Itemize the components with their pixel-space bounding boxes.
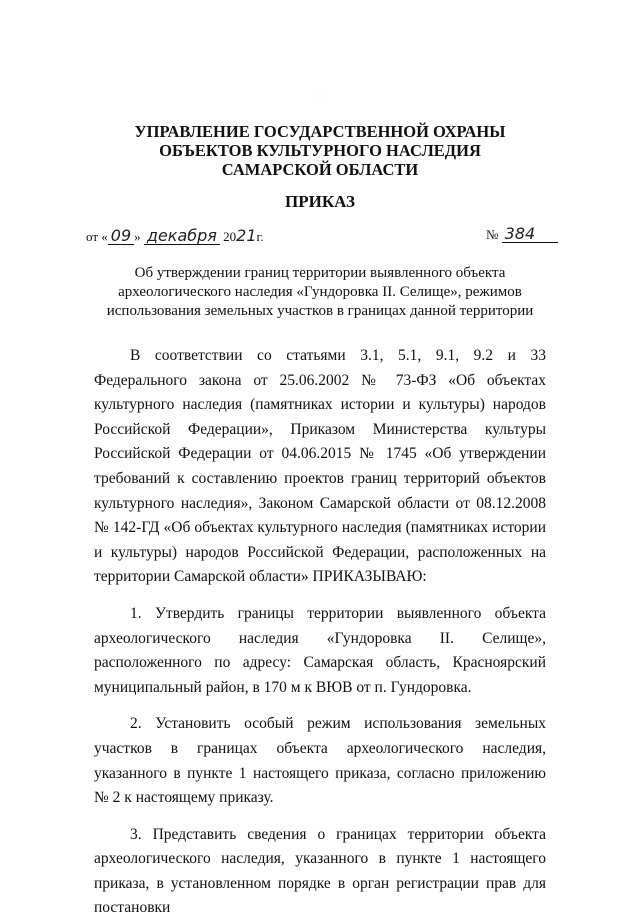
clause-2-paragraph: 2. Установить особый режим использования земельных участков в границах объекта археологического наследия, указанного в пункте 1 настоящего приказа, согласно приложению № 2 к настоящему приказу. — [94, 715, 546, 807]
subject-line-3: использования земельных участков в границах данной территории — [106, 303, 534, 319]
number-value: 384 — [502, 226, 558, 243]
top-scan-mark: · · — [316, 92, 327, 101]
date-mid: » — [134, 229, 141, 244]
agency-header — [0, 122, 640, 179]
order-title: ПРИКАЗ — [285, 192, 355, 211]
number-prefix: № — [486, 227, 499, 242]
order-date — [86, 226, 264, 245]
date-suffix: г. — [256, 229, 264, 244]
clause-3-paragraph: 3. Представить сведения о границах территории объекта археологического наследия, указанного в пункте 1 настоящего приказа, в установленном порядке в орган регистрации прав для постановки — [94, 825, 546, 917]
order-number — [486, 226, 558, 243]
date-year: 21 — [236, 226, 257, 245]
date-prefix: от « — [86, 229, 108, 244]
subject-line-1: Об утверждении границ территории выявленного объекта — [134, 265, 506, 281]
preamble-paragraph: В соответствии со статьями 3.1, 5.1, 9.1, 9.2 и 33 Федерального закона от 25.06.2002 № 73-ФЗ «Об объектах культурного наследия (памятниках истории и культуры) народов Российской Федерации», Приказом Министерства культуры Российской Федерации от 04.06.2015 № 1745 «Об утверждении требований к составлению проектов границ территорий объектов культурного наследия», Законом Самарской области от 08.12.2008 № 142-ГД «Об объектах культурного наследия (памятниках истории и культуры) народов Российской Федерации, расположенных на территории Самарской области» ПРИКАЗЫВАЮ: — [94, 347, 546, 586]
header-line-2: ОБЪЕКТОВ КУЛЬТУРНОГО НАСЛЕДИЯ — [159, 141, 481, 160]
header-line-3: САМАРСКОЙ ОБЛАСТИ — [221, 160, 419, 179]
order-subject — [96, 264, 544, 321]
order-body — [94, 344, 546, 921]
clause-1-paragraph: 1. Утвердить границы территории выявленного объекта археологического наследия «Гундоровка II. Селище», расположенного по адресу: Самарская область, Красноярский муниципальный район, в 170 м к ВЮВ от п. Гундоровка. — [94, 604, 546, 696]
date-month: декабря — [144, 228, 220, 245]
date-year-prefix: 20 — [223, 229, 237, 244]
date-day: 09 — [108, 228, 134, 245]
header-line-1: УПРАВЛЕНИЕ ГОСУДАРСТВЕННОЙ ОХРАНЫ — [134, 122, 506, 141]
subject-line-2: археологического наследия «Гундоровка II. Селище», режимов — [118, 284, 522, 300]
